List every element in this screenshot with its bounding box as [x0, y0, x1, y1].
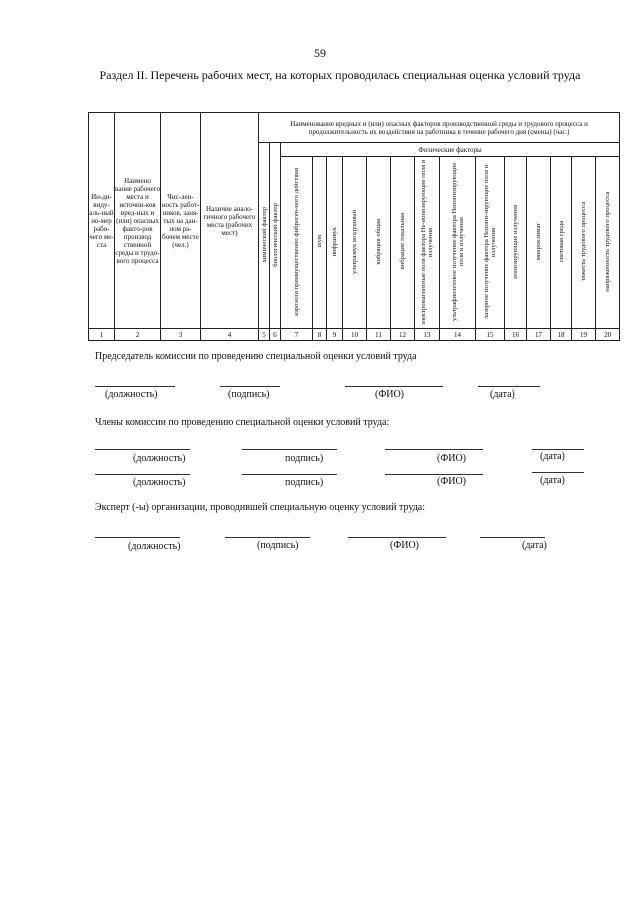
position-caption: (должность): [128, 541, 181, 552]
factor-label: химический фактор: [260, 206, 268, 263]
signature-line: [95, 474, 190, 475]
factor-header: [259, 143, 270, 329]
factor-label: микроклимат: [535, 222, 542, 261]
column-number: 2: [115, 329, 161, 341]
signature-line: [385, 474, 483, 475]
column-number: 5: [259, 329, 270, 341]
factor-header: [415, 157, 440, 329]
column-number: 17: [527, 329, 551, 341]
position-caption: (должность): [133, 477, 186, 488]
fio-caption: (ФИО): [375, 389, 405, 400]
factor-label: вибрация локальная: [399, 213, 406, 270]
signature-line: [348, 537, 446, 538]
signature-line: [532, 449, 584, 450]
members-heading: Члены комиссии по проведению специальной оценки условий труда:: [95, 417, 390, 428]
factor-header: [313, 157, 327, 329]
factor-label: биологический фактор: [271, 202, 279, 267]
signature-line: [385, 449, 483, 450]
signature-line: [95, 537, 180, 538]
workplaces-table: [88, 112, 620, 341]
position-caption: (должность): [133, 453, 186, 464]
chair-heading: Председатель комиссии по проведению специальной оценки условий труда: [95, 351, 417, 362]
factor-header: [572, 157, 596, 329]
column-number: 7: [281, 329, 313, 341]
signature-caption: подпись): [285, 453, 324, 464]
column-numbers-row: [89, 329, 620, 341]
signature-caption: подпись): [285, 477, 324, 488]
signature-caption: (подпись): [257, 540, 299, 551]
column-number: 11: [367, 329, 391, 341]
signature-line: [478, 386, 540, 387]
factor-label: тяжесть трудового процесса: [580, 201, 587, 281]
signature-line: [345, 386, 443, 387]
expert-heading: Эксперт (-ы) организации, проводившей специальную оценку условий труда:: [95, 502, 426, 513]
factor-label: ультразвук воздушный: [351, 209, 358, 274]
column-number: 14: [440, 329, 476, 341]
column-number: 13: [415, 329, 440, 341]
signature-caption: (подпись): [228, 389, 270, 400]
factor-label: электромагнитные поля фактора Не-ионизирующие поля и излучения: [420, 158, 434, 325]
col-name-header: Наимено вание рабочего места и источни-ков вред-ных и (или) опасных факто-ров производ ственной среды и трудо-вого процесса: [115, 113, 161, 329]
column-number: 1: [89, 329, 115, 341]
column-number: 18: [551, 329, 572, 341]
factor-header: [551, 157, 572, 329]
column-number: 16: [505, 329, 527, 341]
date-caption: (дата): [522, 540, 547, 551]
factors-group-header: Наименование вредных и (или) опасных факторов производственной среды и трудового процесса и продолжительность их воздействия на работника в течение рабочего дня (смены) (час.): [259, 113, 620, 143]
fio-caption: (ФИО): [437, 453, 467, 464]
factor-header: [596, 157, 620, 329]
column-number: 15: [476, 329, 505, 341]
section-title: Раздел II. Перечень рабочих мест, на которых проводилась специальная оценка условий труда: [99, 68, 581, 82]
column-number: 20: [596, 329, 620, 341]
factor-header: [327, 157, 343, 329]
signature-line: [242, 449, 337, 450]
signature-line: [242, 474, 337, 475]
fio-caption: (ФИО): [437, 476, 467, 487]
factor-header: [505, 157, 527, 329]
factor-label: ультрафиолетовое излучение фактора Неионизирующие поля и излучения: [450, 162, 465, 321]
column-number: 3: [161, 329, 201, 341]
factor-header: [270, 143, 281, 329]
column-number: 19: [572, 329, 596, 341]
signature-line: [95, 449, 190, 450]
column-number: 10: [343, 329, 367, 341]
col-index-header: Ин-ди-виду-аль-ный но-мер рабо-чего ме-ста: [89, 113, 115, 329]
date-caption: (дата): [490, 389, 515, 400]
column-number: 12: [391, 329, 415, 341]
factor-label: инфразвук: [331, 226, 338, 257]
factor-label: световая среда: [557, 221, 565, 262]
factor-header: [281, 157, 313, 329]
factor-label: аэрозоли преимущественно фиброген-ного действия: [293, 167, 300, 316]
col-analog-header: Наличие анало-гичного рабочего места (рабочих мест): [201, 113, 259, 329]
column-number: 4: [201, 329, 259, 341]
factor-header: [343, 157, 367, 329]
factor-header: [440, 157, 476, 329]
column-number: 9: [327, 329, 343, 341]
factor-header: [527, 157, 551, 329]
column-number: 8: [313, 329, 327, 341]
column-number: 6: [270, 329, 281, 341]
factor-label: шум: [316, 235, 323, 248]
physical-factors-header: Физические факторы: [281, 143, 620, 157]
factor-header: [391, 157, 415, 329]
factor-header: [476, 157, 505, 329]
signature-line: [480, 537, 545, 538]
position-caption: (должность): [105, 389, 158, 400]
factor-label: ионизирующие излучения: [512, 204, 519, 279]
factor-header: [367, 157, 391, 329]
signature-line: [95, 386, 175, 387]
factor-label: лазерное излучение фактора Неиони-зирующие поля и излучения: [483, 164, 497, 319]
fio-caption: (ФИО): [390, 540, 420, 551]
col-count-header: Чис-лен-ность работ-ников, заня-тых на дан-ном ра-бочем месте (чел.): [161, 113, 201, 329]
factor-label: вибрация общая: [375, 218, 382, 265]
signature-line: [225, 537, 310, 538]
date-caption: (дата): [540, 451, 565, 462]
signature-line: [220, 386, 280, 387]
signature-line: [532, 472, 584, 473]
factor-label: напряженность трудового процесса: [604, 191, 612, 292]
page-number: 59: [314, 46, 326, 60]
date-caption: (дата): [540, 475, 565, 486]
